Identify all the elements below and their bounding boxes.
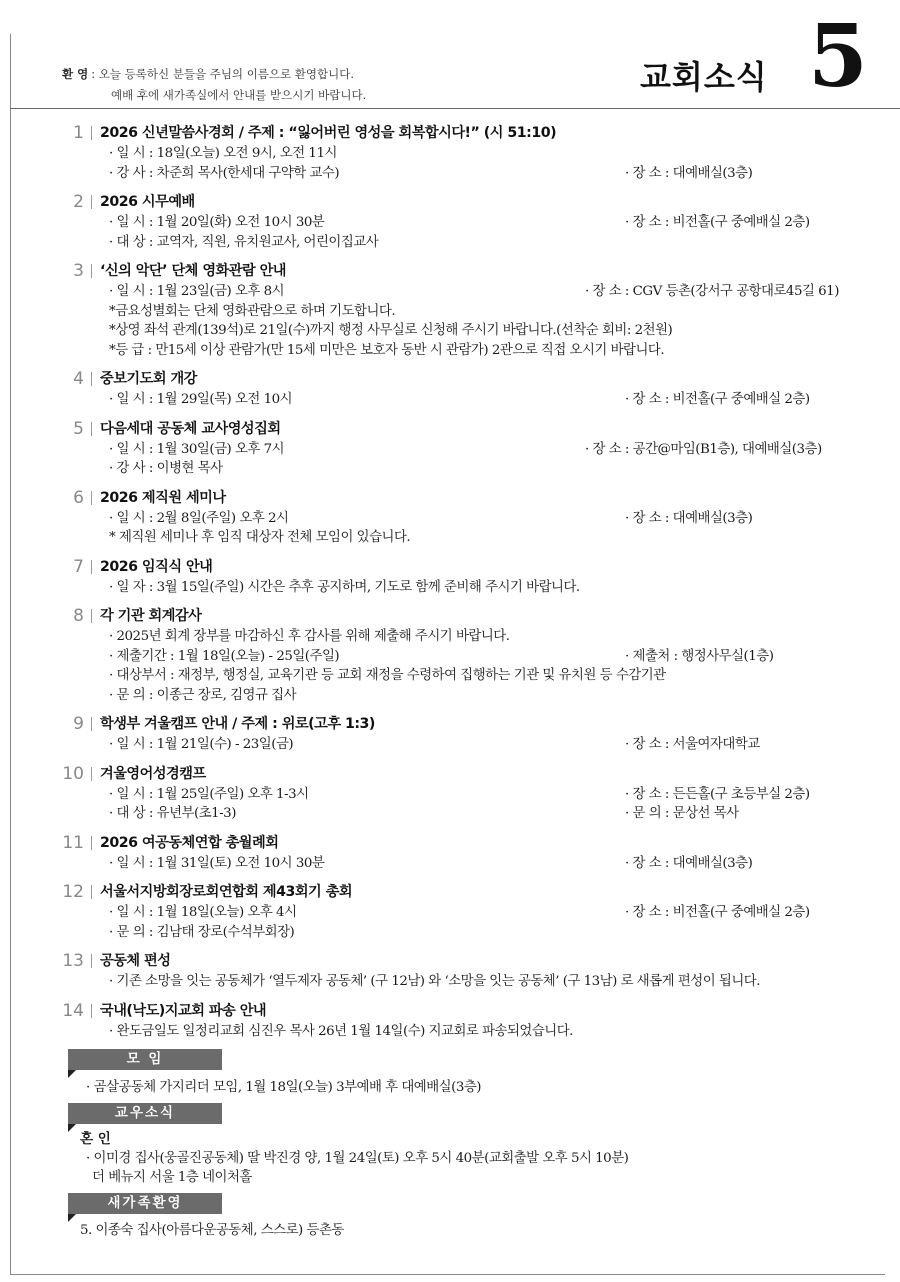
item-detail-left: · 일 자 : 3월 15일(주일) 시간은 추후 공지하며, 기도로 함께 준비해 주시기 바랍니다. [109, 579, 580, 595]
item-detail-line [100, 647, 862, 667]
item-number-divider [91, 491, 92, 505]
item-detail-left: *상영 좌석 관계(139석)로 21일(수)까지 행정 사무실로 신청해 주시기 바랍니다.(선착순 회비: 2천원) [109, 323, 673, 338]
item-number: 12 [62, 882, 84, 902]
item-detail-line [100, 440, 862, 460]
item-detail-line [100, 804, 862, 824]
item-number: 1 [73, 123, 84, 143]
item-detail-left: · 일 시 : 1월 23일(금) 오후 8시 [109, 284, 285, 299]
item-detail-left: · 일 시 : 1월 25일(주일) 오후 1-3시 [109, 786, 309, 802]
item-detail-line [100, 854, 862, 874]
welcome-line-2: 예배 후에 새가족실에서 안내를 받으시기 바랍니다. [111, 88, 367, 102]
item-number: 5 [73, 418, 84, 439]
item-detail-left: *금요성별회는 단체 영화관람으로 하며 기도합니다. [109, 303, 396, 319]
wedding-subhead: 혼 인 [80, 1131, 111, 1147]
item-detail-line [100, 903, 862, 923]
item-number-divider [91, 1004, 92, 1018]
item-title: 2026 시무예배 [100, 194, 195, 210]
item-detail-right: · 장 소 : 비전홀(구 중예배실 2층) [625, 392, 810, 407]
item-detail-line [100, 578, 862, 598]
news-item [62, 950, 862, 992]
item-number-divider [91, 195, 92, 209]
item-detail-left: · 일 시 : 1월 31일(토) 오전 10시 30분 [109, 855, 325, 871]
item-detail-left: · 완도금일도 일정리교회 심진우 목사 26년 1월 14일(수) 지교회로 파송되었습니다. [109, 1023, 573, 1039]
item-detail-line [100, 528, 862, 548]
item-number: 2 [73, 192, 84, 212]
item-detail-left: · 일 시 : 1월 29일(목) 오전 10시 [109, 392, 293, 407]
news-item [62, 556, 862, 598]
item-number-divider [91, 560, 92, 574]
item-detail-left: · 기존 소망을 잇는 공동체가 ‘열두제자 공동체’ (구 12남) 와 ‘소망을 잇는 공동체’ (구 13남) 로 새롭게 편성이 됩니다. [109, 974, 760, 989]
news-item [62, 487, 862, 548]
news-item [62, 763, 862, 824]
item-number: 4 [73, 369, 84, 389]
item-number: 14 [62, 1000, 84, 1021]
item-title: 중보기도회 개강 [100, 371, 197, 387]
item-detail-line [100, 1022, 862, 1042]
item-detail-right: · 문 의 : 문상선 목사 [625, 806, 739, 821]
item-number: 11 [62, 832, 84, 853]
item-number: 3 [73, 261, 84, 281]
item-detail-right: · 장 소 : 대예배실(3층) [625, 165, 753, 181]
item-title: 공동체 편성 [100, 953, 171, 969]
item-number-divider [91, 717, 92, 731]
header-divider [10, 108, 900, 109]
item-detail-right: · 장 소 : 대예배실(3층) [625, 855, 753, 871]
item-detail-left: · 대상부서 : 재정부, 행정실, 교육기관 등 교회 재정을 수령하여 집행하는 기관 및 유치원 등 수감기관 [109, 668, 666, 683]
item-detail-left: · 일 시 : 1월 21일(수) - 23일(금) [109, 737, 294, 752]
item-detail-line [100, 321, 862, 341]
page-number: 5 [808, 6, 868, 107]
item-number-divider [91, 126, 92, 140]
item-detail-line [100, 459, 862, 479]
section-newfamily-label: 새가족환영 [68, 1193, 222, 1214]
news-item [62, 418, 862, 479]
item-number: 9 [73, 714, 84, 734]
item-title: 학생부 겨울캠프 안내 / 주제 : 위로(고후 1:3) [100, 716, 375, 732]
item-number-divider [91, 954, 92, 968]
item-number-divider [91, 836, 92, 850]
item-number: 6 [73, 487, 84, 508]
welcome-line-1: : 오늘 등록하신 분들을 주님의 이름으로 환영합니다. [91, 67, 354, 81]
item-detail-right: · 장 소 : 공간@마임(B1층), 대예배실(3층) [585, 441, 822, 457]
item-detail-right: · 장 소 : 서울여자대학교 [625, 737, 760, 752]
item-detail-left: · 대 상 : 교역자, 직원, 유치원교사, 어린이집교사 [109, 234, 379, 250]
item-detail-left: · 2025년 회계 장부를 마감하신 후 감사를 위해 제출해 주시기 바랍니다. [109, 629, 510, 644]
item-detail-line [100, 785, 862, 805]
item-detail-line [100, 686, 862, 706]
news-item [62, 368, 862, 410]
item-detail-line [100, 282, 862, 302]
item-detail-line [100, 144, 862, 164]
item-title: 다음세대 공동체 교사영성집회 [100, 420, 281, 437]
meeting-line: · 곰살공동체 가지리더 모임, 1월 18일(오늘) 3부예배 후 대예배실(3층) [86, 1080, 482, 1095]
item-title: 2026 임직식 안내 [100, 558, 213, 575]
item-detail-line [100, 341, 862, 361]
item-title: 서울서지방회장로회연합회 제43회기 총회 [100, 884, 353, 900]
item-detail-left: · 일 시 : 1월 20일(화) 오전 10시 30분 [109, 215, 325, 230]
item-detail-left: · 강 사 : 차준희 목사(한세대 구약학 교수) [109, 165, 340, 181]
item-title: ‘신의 악단’ 단체 영화관람 안내 [100, 263, 286, 279]
item-detail-left: · 문 의 : 김남태 장로(수석부회장) [109, 924, 295, 940]
item-detail-left: · 일 시 : 2월 8일(주일) 오후 2시 [109, 510, 289, 526]
item-detail-right: · 장 소 : CGV 등촌(강서구 공항대로45길 61) [585, 284, 839, 299]
item-detail-line [100, 972, 862, 992]
item-detail-left: · 일 시 : 1월 18일(오늘) 오후 4시 [109, 905, 297, 920]
item-title: 각 기관 회계감사 [100, 608, 202, 624]
wedding-line-2: 더 베뉴지 서울 1층 네이처홀 [92, 1170, 252, 1185]
item-detail-line [100, 213, 862, 233]
section-news-label: 교우소식 [68, 1103, 222, 1124]
item-detail-line [100, 627, 862, 647]
item-detail-left: · 일 시 : 18일(오늘) 오전 9시, 오전 11시 [109, 146, 337, 161]
item-number: 13 [62, 951, 84, 971]
item-detail-left: · 문 의 : 이종근 장로, 김영규 집사 [109, 687, 297, 703]
item-title: 2026 여공동체연합 총월례회 [100, 834, 279, 851]
item-number-divider [91, 372, 92, 386]
item-title: 겨울영어성경캠프 [100, 765, 206, 782]
item-detail-right: · 장 소 : 대예배실(3층) [625, 510, 753, 526]
item-number: 8 [73, 606, 84, 626]
item-number-divider [91, 264, 92, 278]
item-title: 국내(낙도)지교회 파송 안내 [100, 1002, 267, 1019]
item-detail-line [100, 666, 862, 686]
news-item [62, 713, 862, 755]
item-detail-left: *등 급 : 만15세 이상 관람가(만 15세 미만은 보호자 동반 시 관람가) 2관으로 직접 오시기 바랍니다. [109, 342, 665, 358]
item-number: 7 [73, 556, 84, 577]
item-number: 10 [62, 763, 84, 784]
item-detail-left: · 대 상 : 유년부(초1-3) [109, 806, 236, 821]
item-title: 2026 제직원 세미나 [100, 489, 226, 506]
wedding-line-1: · 이미경 집사(웅골진공동체) 딸 박진경 양, 1월 24일(토) 오후 5시 40분(교회출발 오후 5시 10분) [86, 1151, 629, 1166]
news-item [62, 122, 862, 183]
item-detail-line [100, 390, 862, 410]
item-detail-right: · 장 소 : 비전홀(구 중예배실 2층) [625, 905, 810, 920]
item-detail-line [100, 302, 862, 322]
item-detail-left: · 일 시 : 1월 30일(금) 오후 7시 [109, 441, 285, 457]
item-detail-right: · 장 소 : 비전홀(구 중예배실 2층) [625, 215, 810, 230]
item-number-divider [91, 422, 92, 436]
news-item [62, 260, 862, 360]
item-number-divider [91, 609, 92, 623]
news-item [62, 832, 862, 874]
section-meeting-label: 모 임 [68, 1049, 222, 1070]
item-detail-right: · 장 소 : 든든홀(구 초등부실 2층) [625, 786, 810, 802]
welcome-label: 환 영 [62, 67, 89, 81]
newfamily-line: 5. 이종숙 집사(아름다운공동체, 스스로) 등촌동 [80, 1223, 344, 1238]
item-detail-right: · 제출처 : 행정사무실(1층) [625, 648, 774, 664]
item-title: 2026 신년말씀사경회 / 주제 : “잃어버린 영성을 회복합시다!” (시 51:10) [100, 125, 557, 141]
item-detail-line [100, 923, 862, 943]
item-detail-line [100, 509, 862, 529]
news-item [62, 1000, 862, 1042]
page-title: 교회소식 [640, 58, 768, 96]
item-detail-left: · 제출기간 : 1월 18일(오늘) - 25일(주일) [109, 648, 340, 664]
welcome-notice [62, 64, 366, 106]
news-item [62, 605, 862, 705]
item-number-divider [91, 767, 92, 781]
item-detail-left: · 강 사 : 이병현 목사 [109, 461, 223, 476]
news-item [62, 881, 862, 942]
item-number-divider [91, 885, 92, 899]
item-detail-line [100, 735, 862, 755]
item-detail-line [100, 164, 862, 184]
item-detail-left: * 제직원 세미나 후 임직 대상자 전체 모임이 있습니다. [109, 530, 411, 545]
item-detail-line [100, 233, 862, 253]
news-item [62, 191, 862, 252]
news-list [62, 122, 862, 1240]
